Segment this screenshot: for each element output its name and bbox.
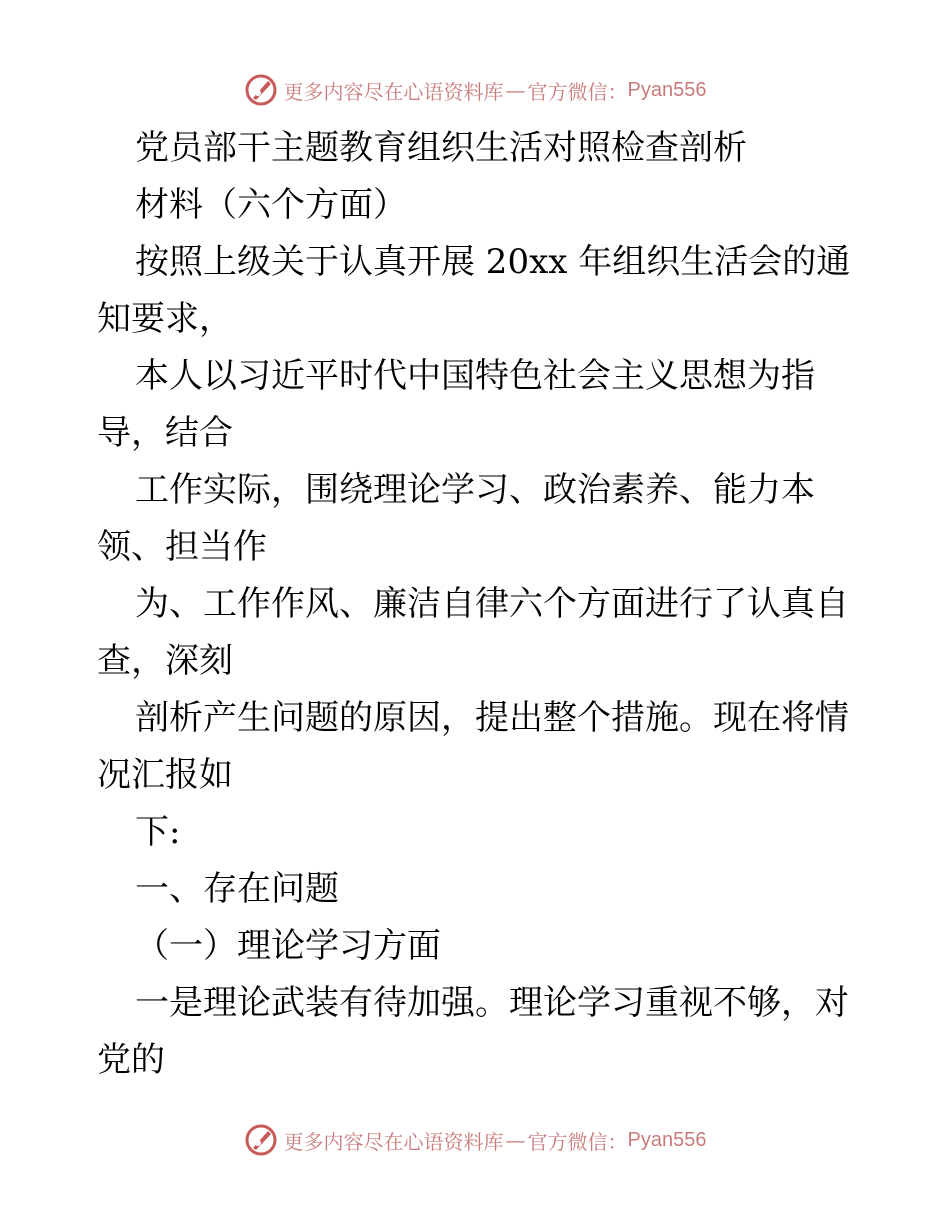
- banner-dash: —: [505, 78, 526, 102]
- banner-wechat-id: Pyan556: [627, 78, 707, 101]
- doc-title-line-2: 材料（六个方面）: [135, 185, 407, 225]
- banner-text: 更多内容尽在心语资料库: [283, 1129, 504, 1154]
- footer-watermark: [0, 1120, 950, 1160]
- banner-dash: —: [505, 1128, 526, 1152]
- paragraph-line: 按照上级关于认真开展 20xx 年组织生活会的通: [135, 242, 851, 282]
- paragraph-line: 领、担当作: [97, 527, 267, 567]
- paragraph-line: 本人以习近平时代中国特色社会主义思想为指: [135, 356, 815, 396]
- doc-title-line-1: 党员部干主题教育组织生活对照检查剖析: [135, 128, 747, 168]
- pen-logo-icon: [244, 1123, 278, 1157]
- subsection-heading: （一）理论学习方面: [135, 926, 441, 966]
- paragraph-line: 知要求，: [97, 299, 233, 339]
- paragraph-line: 一是理论武装有待加强。理论学习重视不够，对: [135, 983, 849, 1023]
- paragraph-line: 党的: [97, 1040, 165, 1080]
- paragraph-line: 查，深刻: [97, 641, 233, 681]
- paragraph-line: 为、工作作风、廉洁自律六个方面进行了认真自: [135, 584, 849, 624]
- paragraph-line: 下:: [135, 812, 181, 852]
- header-watermark: [0, 70, 950, 110]
- document-body: [97, 120, 877, 1089]
- paragraph-line: 剖析产生问题的原因，提出整个措施。现在将情: [135, 698, 849, 738]
- paragraph-line: 导，结合: [97, 413, 233, 453]
- pen-logo-icon: [244, 73, 278, 107]
- paragraph-line: 工作实际，围绕理论学习、政治素养、能力本: [135, 470, 815, 510]
- paragraph-line: 况汇报如: [97, 755, 233, 795]
- banner-text: 更多内容尽在心语资料库: [283, 79, 504, 104]
- banner-wechat-label: 官方微信：: [527, 1129, 628, 1154]
- banner-wechat-id: Pyan556: [627, 1128, 707, 1151]
- section-heading: 一、存在问题: [135, 869, 339, 909]
- banner-wechat-label: 官方微信：: [527, 79, 628, 104]
